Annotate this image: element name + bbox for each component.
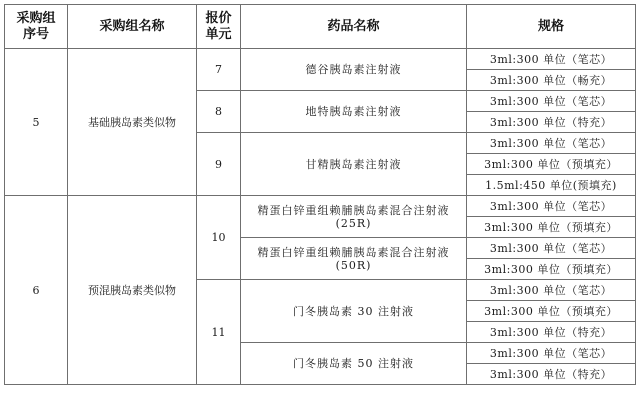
group-name-cell: 基础胰岛素类似物 — [68, 49, 197, 196]
drug-name-cell — [241, 133, 467, 196]
drug-name-line: (50R) — [335, 258, 372, 272]
drug-name-cell — [241, 49, 467, 91]
unit-cell: 11 — [197, 280, 241, 385]
header-spec: 规格 — [467, 5, 636, 49]
drug-name-cell — [241, 280, 467, 343]
header-group-no-line2: 序号 — [22, 26, 49, 42]
unit-cell: 8 — [197, 91, 241, 133]
spec-cell: 1.5ml:450 单位(预填充) — [467, 175, 636, 196]
spec-cell: 3ml:300 单位（笔芯） — [467, 49, 636, 70]
drug-name-line: 甘精胰岛素注射液 — [305, 157, 402, 171]
spec-cell: 3ml:300 单位（预填充） — [467, 301, 636, 322]
procurement-spec-table — [4, 4, 636, 385]
spec-cell: 3ml:300 单位（畅充） — [467, 70, 636, 91]
drug-name-cell — [241, 196, 467, 238]
table-row — [5, 196, 636, 217]
header-unit-line1: 报价 — [205, 10, 232, 26]
drug-name-line: 门冬胰岛素 30 注射液 — [293, 304, 414, 318]
drug-name-line: 地特胰岛素注射液 — [305, 105, 402, 118]
header-unit — [197, 5, 241, 49]
spec-cell: 3ml:300 单位（预填充） — [467, 217, 636, 238]
table-header-row — [5, 5, 636, 49]
spec-cell: 3ml:300 单位（笔芯） — [467, 238, 636, 259]
drug-name-line: 精蛋白锌重组赖脯胰岛素混合注射液 — [257, 245, 450, 259]
spec-cell: 3ml:300 单位（特充） — [467, 364, 636, 385]
header-group-no — [5, 5, 68, 49]
drug-name-cell — [241, 343, 467, 385]
drug-name-line: 精蛋白锌重组赖脯胰岛素混合注射液 — [257, 203, 450, 217]
spec-cell: 3ml:300 单位（特充） — [467, 322, 636, 343]
header-unit-line2: 单元 — [205, 26, 232, 42]
group-no-cell: 6 — [5, 196, 68, 385]
drug-name-line: 德谷胰岛素注射液 — [305, 63, 402, 76]
drug-name-line: 门冬胰岛素 50 注射液 — [293, 357, 414, 370]
spec-cell: 3ml:300 单位（笔芯） — [467, 196, 636, 217]
spec-cell: 3ml:300 单位（笔芯） — [467, 280, 636, 301]
header-group-name: 采购组名称 — [68, 5, 197, 49]
spec-cell: 3ml:300 单位（特充） — [467, 112, 636, 133]
header-group-no-line1: 采购组 — [16, 10, 56, 26]
drug-name-cell — [241, 238, 467, 280]
unit-cell: 10 — [197, 196, 241, 280]
group-no-cell: 5 — [5, 49, 68, 196]
drug-name-line: (25R) — [335, 216, 372, 230]
spec-cell: 3ml:300 单位（笔芯） — [467, 133, 636, 154]
spec-cell: 3ml:300 单位（预填充） — [467, 259, 636, 280]
unit-cell: 9 — [197, 133, 241, 196]
spec-cell: 3ml:300 单位（笔芯） — [467, 91, 636, 112]
drug-name-cell — [241, 91, 467, 133]
unit-cell: 7 — [197, 49, 241, 91]
group-name-cell: 预混胰岛素类似物 — [68, 196, 197, 385]
header-drug-name: 药品名称 — [241, 5, 467, 49]
table-row — [5, 49, 636, 70]
spec-cell: 3ml:300 单位（预填充） — [467, 154, 636, 175]
spec-cell: 3ml:300 单位（笔芯） — [467, 343, 636, 364]
